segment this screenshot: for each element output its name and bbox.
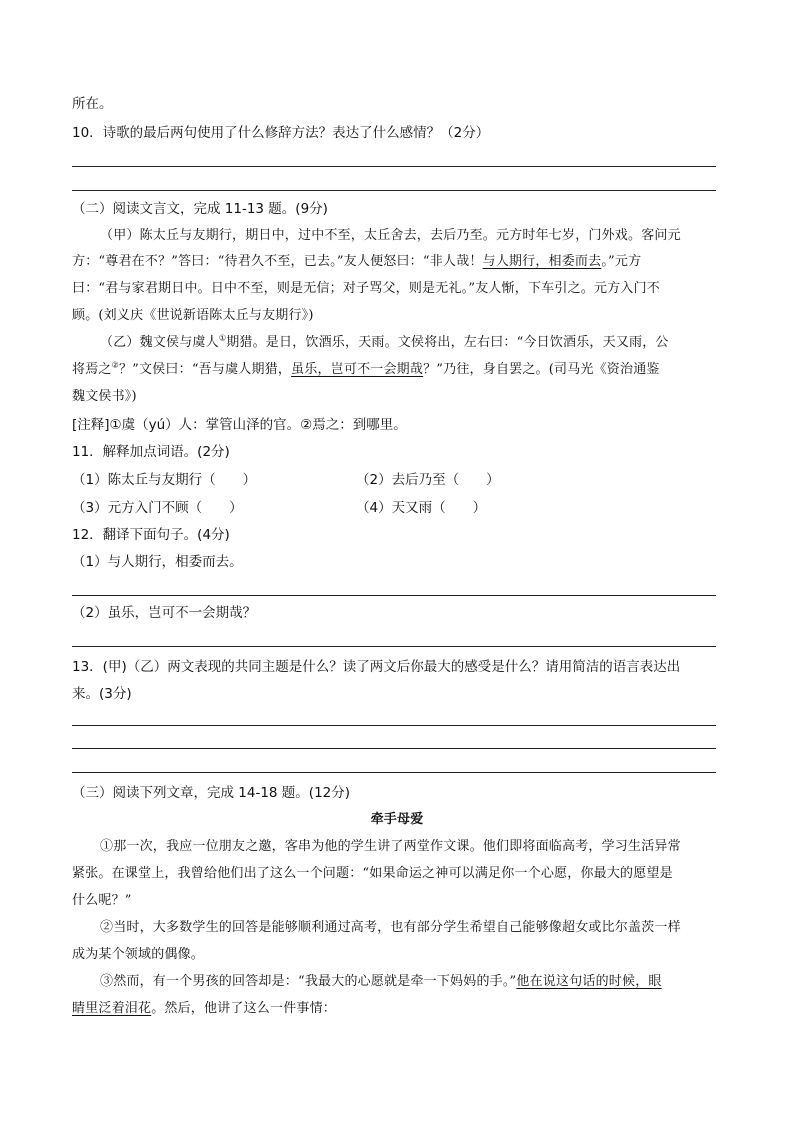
- poem-tail-text: 所在。: [72, 96, 113, 112]
- underlined-sentence: 虽乐，岂可不一会期哉: [291, 362, 424, 377]
- answer-line[interactable]: [72, 190, 716, 191]
- passage-yi-line: 将焉之②？”文侯曰：“吾与虞人期猎，虽乐，岂可不一会期哉？”乃往，身自罢之。(司马光《资治通鉴: [72, 360, 660, 377]
- article-paragraph-line: 成为某个领域的偶像。: [72, 947, 205, 962]
- passage-jia-line: 顾。(刘义庆《世说新语陈太丘与友期行》): [72, 308, 314, 323]
- article-title: 牵手母爱: [370, 812, 424, 827]
- passage-yi-line: 魏文侯书》): [72, 389, 137, 404]
- article-paragraph-line: ①那一次，我应一位朋友之邀，客串为他的学生讲了两堂作文课。他们即将面临高考，学习生活异常: [100, 839, 681, 854]
- passage-jia-line: （甲）陈太丘与友期行，期日中，过中不至，太丘舍去，去后乃至。元方时年七岁，门外戏。客问元: [100, 228, 681, 243]
- answer-line[interactable]: [72, 166, 716, 167]
- answer-line[interactable]: [72, 725, 716, 726]
- question-11-item: （2）去后乃至（ ）: [356, 472, 500, 488]
- passage-yi-line: （乙）魏文侯与虞人①期猎。是日，饮酒乐，天雨。文侯将出，左右曰：“今日饮酒乐，天又雨，公: [100, 333, 669, 350]
- article-paragraph-line: ③然而，有一个男孩的回答却是：“我最大的心愿就是牵一下妈妈的手。”他在说这句话的时候，眼: [100, 974, 662, 989]
- question-12-sentence: （2）虽乐，岂可不一会期哉？: [72, 605, 257, 621]
- answer-line[interactable]: [72, 595, 716, 596]
- section-3-header: （三）阅读下列文章，完成 14-18 题。(12分): [72, 785, 351, 801]
- question-11-item: （4）天又雨（ ）: [356, 500, 487, 516]
- underlined-sentence: 睛里泛着泪花: [72, 1001, 152, 1016]
- question-13: 13．(甲)（乙）两文表现的共同主题是什么？读了两文后你最大的感受是什么？请用简洁的语言表达出: [72, 659, 681, 675]
- article-paragraph-line: 什么呢？”: [72, 893, 132, 908]
- question-12-sentence: （1）与人期行，相委而去。: [72, 554, 243, 570]
- article-paragraph-line: ②当时，大多数学生的回答是能够顺利通过高考，也有部分学生希望自己能够像超女或比尔盖茨一样: [100, 920, 681, 935]
- underlined-sentence: 他在说这句话的时候，眼: [516, 974, 662, 989]
- question-11-item: （1）陈太丘与友期行（ ）: [72, 472, 257, 488]
- question-13: 来。(3分): [72, 686, 132, 702]
- annotation-note: [注释]①虞（yú）人：掌管山泽的官。②焉之：到哪里。: [72, 417, 407, 433]
- article-paragraph-line: 紧张。在课堂上，我曾给他们出了这么一个问题：“如果命运之神可以满足你一个心愿，你最大的愿望是: [72, 866, 673, 881]
- passage-jia-line: 曰：“君与家君期日中。日中不至，则是无信；对子骂父，则是无礼。”友人惭，下车引之。元方入门不: [72, 281, 660, 296]
- answer-line[interactable]: [72, 772, 716, 773]
- question-12-title: 12．翻译下面句子。(4分): [72, 527, 230, 543]
- answer-line[interactable]: [72, 748, 716, 749]
- question-10: 10．诗歌的最后两句使用了什么修辞方法？表达了什么感情？（2分）: [72, 125, 490, 141]
- answer-line[interactable]: [72, 646, 716, 647]
- question-11-item: （3）元方入门不顾（ ）: [72, 500, 243, 516]
- question-11-title: 11．解释加点词语。(2分): [72, 444, 230, 460]
- underlined-sentence: 与人期行，相委而去: [482, 254, 602, 269]
- article-paragraph-line: 睛里泛着泪花。然后，他讲了这么一件事情：: [72, 1001, 337, 1016]
- passage-jia-line: 方：“尊君在不？”答曰：“待君久不至，已去。”友人便怒曰：“非人哉！与人期行，相委而去。”元方: [72, 254, 642, 269]
- section-2-header: （二）阅读文言文，完成 11-13 题。(9分): [72, 201, 328, 217]
